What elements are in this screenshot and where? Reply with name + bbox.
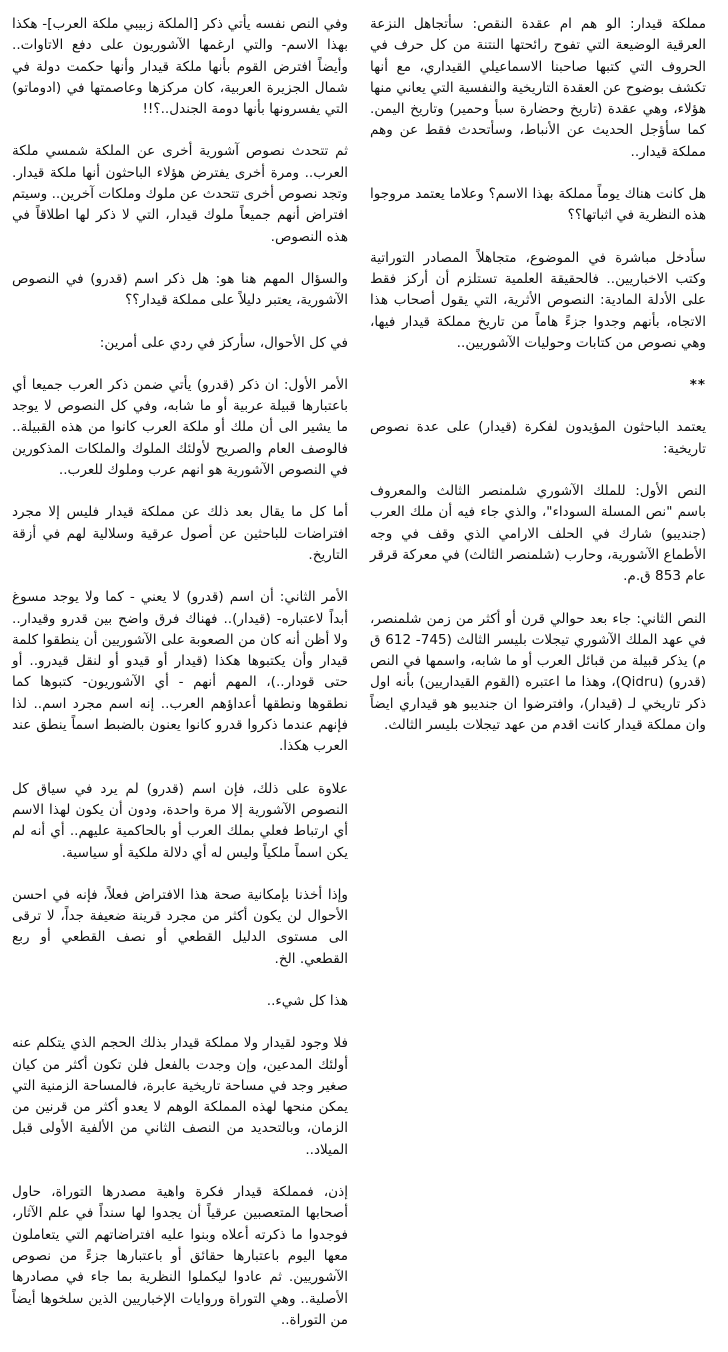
paragraph-question: هل كانت هناك يوماً مملكة بهذا الاسم؟ وعلاما يعتمد مروجوا هذه النظرية في اثباتها؟؟ <box>370 186 706 224</box>
paragraph-no-kingdom: فلا وجود لقيدار ولا مملكة قيدار بذلك الحجم الذي يتكلم عنه أولئك المدعين، وإن وجدت بالفعل فلن تكون أكثر من كيان صغير وجد في مساحة تاريخية عابرة، فالمساحة الزمنية التي يمكن منحها لهذه المملكة الوهم لا يعدو أكثر من قرنين من الزمان، وبالتحديد من النصف الثاني من الألفية الأولى قبل الميلاد.. <box>12 1035 348 1158</box>
right-text-column <box>370 14 706 757</box>
paragraph-second-text: النص الثاني: جاء بعد حوالي قرن أو أكثر من زمن شلمنصر، في عهد الملك الآشوري تيجلات بليسر الثالث (745- 612 ق م) يذكر قبيلة من قبائل العرب أو ما شابه، واسمها في النص (قدرو) (Qidru)، وهذا ما اعتبره (القوم القيداريين) بأنه اول ذكر تاريخي لـ (قيدار)، وافترضوا ان جنديبو هو قيداري ايضاً وان مملكة قيدار كانت اقدم من عهد تيجلات بليسر الثالث. <box>370 610 706 734</box>
paragraph-key-question: والسؤال المهم هنا هو: هل ذكر اسم (قدرو) في النصوص الآشورية، يعتبر دليلاً على مملكة قيدار؟؟ <box>12 270 348 309</box>
paragraph-second-point: الأمر الثاني: أن اسم (قدرو) لا يعني - كما ولا يوجد مسوغ أبداً لاعتباره- (قيدار).. فهناك فرق واضح بين قدرو وقيدار.. ولا أظن أنه كان من الصعوبة على الآشوريين أن ينطقوا كلمة قيدار وأن يكتبوها هكذا (قيدار أو قيدو أو لنقل قيدرو.. أو حتى قودار..)، المهم أنهم - أي الآشوريون- كتبوها كما نطقوها ونطقها أعداؤهم العرب.. إنه اسم مجرد اسم.. لذا فإنهم عندما ذكروا قدرو كانوا يعنون بالضبط اسماً ينطق عند العرب هكذا. <box>12 589 348 755</box>
paragraph-sources-intro: يعتمد الباحثون المؤيدون لفكرة (قيدار) على عدة نصوص تاريخية: <box>370 419 706 457</box>
paragraph-two-points: في كل الأحوال، سأركز في ردي على أمرين: <box>99 334 348 351</box>
paragraph-zabibi: وفي النص نفسه يأتي ذكر [الملكة زبيبي ملكة العرب]- هكذا بهذا الاسم- والتي ارغمها الآشوريون على دفع الاتاوات.. وأيضاً افترض القوم بأنها ملكة قيدار وأنها حكمت دولة في شمال الجزيرة العربية، كان مركزها وعاصمتها في (ادوماتو) التي يفسرونها بأنها دومة الجندل..؟!! <box>12 16 348 118</box>
paragraph-weak-evidence: وإذا أخذنا بإمكانية صحة هذا الافتراض فعلاً، فإنه في احسن الأحوال لن يكون أكثر من مجرد قرينة ضعيفة جداً، لا ترقى الى مستوى الدليل القطعي أو نصف القطعي أو ربع القطعي. الخ. <box>12 886 348 967</box>
paragraph-first-point: الأمر الأول: ان ذكر (قدرو) يأتي ضمن ذكر العرب جميعا أي باعتبارها قبيلة عربية أو ما شابه، وفي كل النصوص لا يوجد ما يشير الى أن ملك أو ملكة العرب كانوا من هذه القبيلة.. فالوصف العام والصريح لأولئك الملوك والملكات المذكورين في النصوص الآشورية هو انهم عرب وملوك للعرب.. <box>12 376 348 479</box>
left-text-column <box>12 14 348 1352</box>
paragraph-first-text: النص الأول: للملك الآشوري شلمنصر الثالث والمعروف باسم "نص المسلة السوداء"، والذي جاء فيه أن ملك العرب (جنديبو) شارك في الحلف الارامي الذي وقف في وجه الأطماع الآشورية، وحارب (شلمنصر الثالث) في معركة قرقر عام 853 ق.م. <box>370 483 706 585</box>
paragraph-single-mention: علاوة على ذلك، فإن اسم (قدرو) لم يرد في سياق كل النصوص الآشورية إلا مرة واحدة، ودون أن يكون لهذا الاسم أي ارتباط فعلي بملك العرب أو بالحاكمية عليهم.. أي أنه لم يكن اسماً ملكياً وليس له أي دلالة ملكية أو سياسية. <box>12 780 348 861</box>
paragraph-intro: مملكة قيدار: الو هم ام عقدة النقص: سأتجاهل النزعة العرقية الوضيعة التي تفوح رائحتها النتنة من كل حرف في الحروف التي كتبها صاحبنا الاسماعيلي القيداري، مع أنها تكشف بوضوح عن العقدة التاريخية والنفسية التي يعاني منها هؤلاء، وهي عقدة (تاريخ وحضارة سبأ وحمير) وتاريخ اليمن. كما سأؤجل الحديث عن الأنباط، وسأتحدث فقط عن وهم مملكة قيدار.. <box>370 16 706 160</box>
paragraph-that-is-all: هذا كل شيء.. <box>266 992 348 1009</box>
paragraph-conclusion: إذن، فمملكة قيدار فكرة واهية مصدرها التوراة، حاول أصحابها المتعصبين عرقياً أن يجدوا لها سنداً في علم الآثار، فوجدوا ما ذكرته أعلاه وبنوا عليه افتراضاتهم التي يتعاملون معها اليوم باعتبارها حقائق أو باعتبارها جزءً من نصوص الآشوريين. ثم عادوا ليكملوا النظرية بما جاء في مصادرها الأصلية.. وهي التوراة وروايات الإخباريين الذين سلخوها أيضاً من التوراة.. <box>12 1184 348 1328</box>
paragraph-assumptions: أما كل ما يقال بعد ذلك عن مملكة قيدار فليس إلا مجرد افتراضات للباحثين عن أصول عرقية وسلالية لهم في أزقة التاريخ. <box>12 504 348 563</box>
paragraph-method: سأدخل مباشرة في الموضوع، متجاهلاً المصادر التوراتية وكتب الاخباريين.. فالحقيقة العلمية تستلزم أن أركز فقط على الأدلة المادية: النصوص الأثرية، التي يقول أصحاب هذا الاتجاه، بأنهم وجدوا جزءً هاماً من تاريخ مملكة قيدار فيها، وهي نصوص من كتابات وحوليات الآشوريين.. <box>370 249 706 351</box>
section-separator: ** <box>689 377 706 394</box>
paragraph-shamsi: ثم تتحدث نصوص آشورية أخرى عن الملكة شمسي ملكة العرب.. ومرة أخرى يفترض هؤلاء الباحثون أنها ملكة قيدار. وتجد نصوص أخرى تتحدث عن ملوك وملكات آخرين.. وسيتم افتراض أنهم جميعاً ملوك قيدار، التي لا ذكر لها اطلاقاً في هذه النصوص. <box>12 143 348 245</box>
